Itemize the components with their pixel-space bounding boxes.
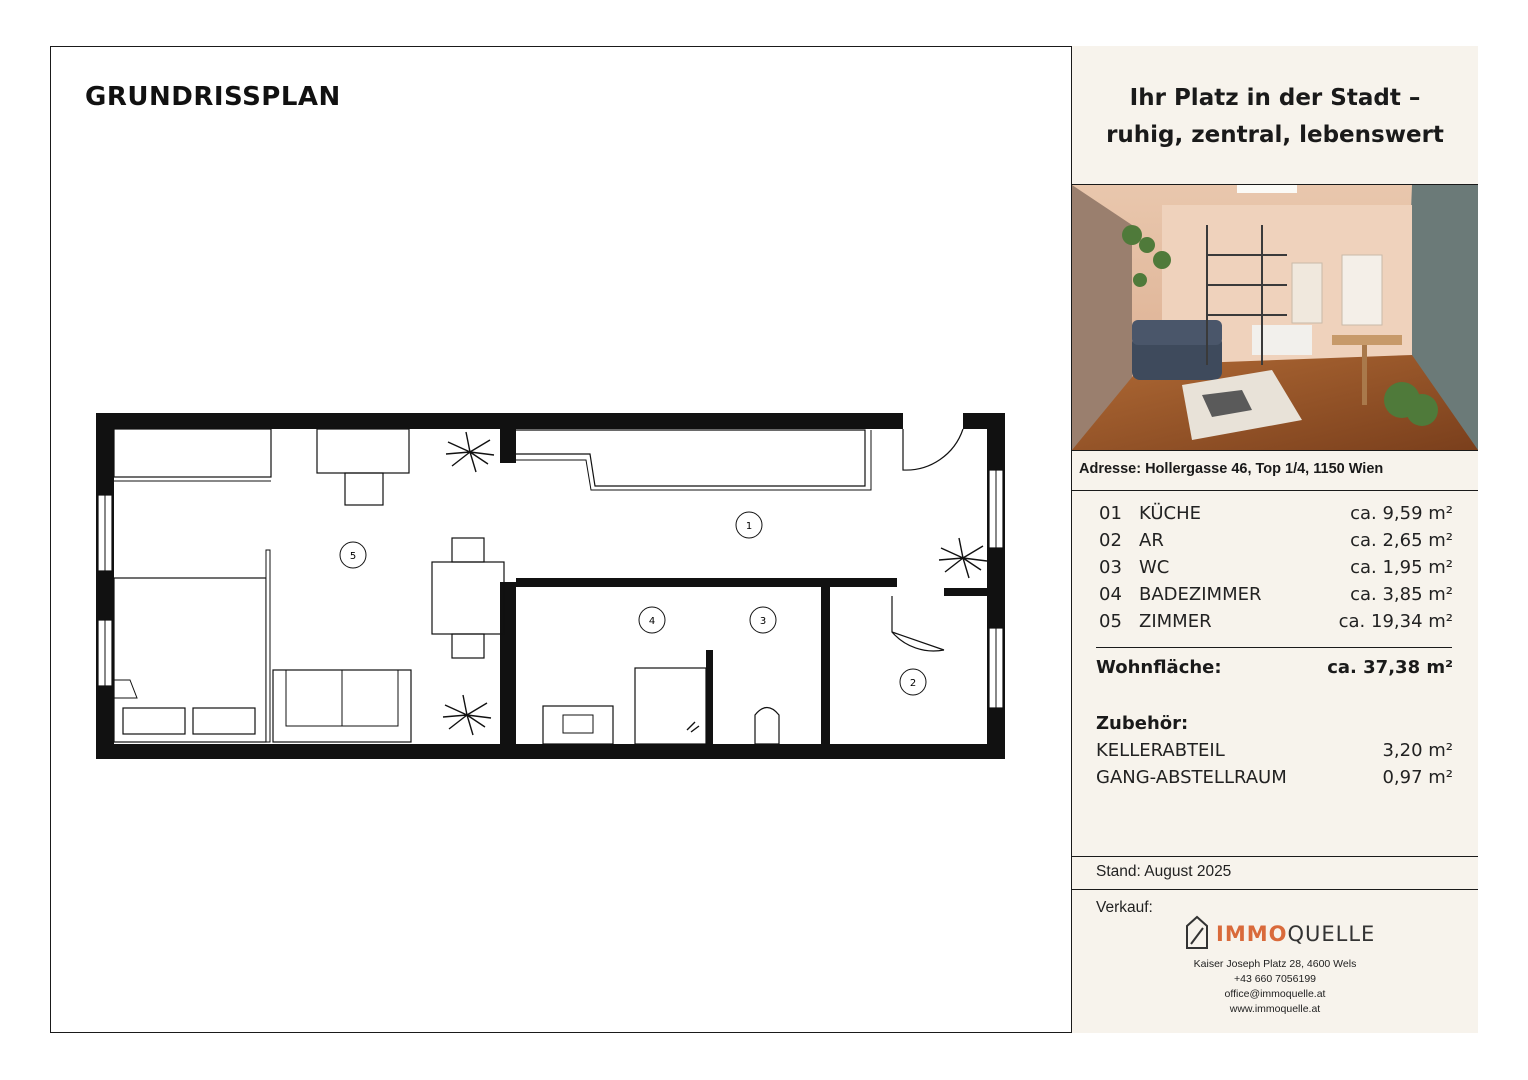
room-marker-5: 5 — [349, 551, 357, 562]
room-marker-3: 3 — [759, 616, 767, 627]
accessory-name: GANG-ABSTELLRAUM — [1096, 767, 1287, 788]
living-area-total — [1096, 657, 1453, 678]
headline-line-1: Ihr Platz in der Stadt – — [1129, 85, 1421, 111]
apartment-photo — [1072, 185, 1478, 450]
plan-title: GRUNDRISSPLAN — [85, 82, 341, 112]
room-number: 04 — [1099, 584, 1122, 605]
floorplan-drawing — [95, 410, 1007, 762]
living-area-label: Wohnfläche: — [1096, 657, 1222, 678]
headline-line-2: ruhig, zentral, lebenswert — [1106, 122, 1444, 148]
room-area: ca. 19,34 m² — [1338, 611, 1453, 632]
divider — [1072, 856, 1478, 857]
room-name: ZIMMER — [1139, 611, 1212, 632]
room-number: 03 — [1099, 557, 1122, 578]
contact-address: Kaiser Joseph Platz 28, 4600 Wels — [1193, 958, 1357, 970]
divider — [1072, 450, 1478, 451]
room-area: ca. 1,95 m² — [1350, 557, 1453, 578]
room-row — [1099, 557, 1453, 583]
room-marker-1: 1 — [745, 521, 753, 532]
date-stand: Stand: August 2025 — [1096, 863, 1232, 880]
room-name: WC — [1139, 557, 1170, 578]
room-row — [1099, 530, 1453, 556]
room-row — [1099, 503, 1453, 529]
sum-divider — [1096, 647, 1452, 648]
room-marker-4: 4 — [648, 616, 656, 627]
room-number: 05 — [1099, 611, 1122, 632]
room-name: AR — [1139, 530, 1164, 551]
headline — [1072, 80, 1478, 154]
divider — [1072, 889, 1478, 890]
accessory-row — [1096, 767, 1453, 788]
room-name: BADEZIMMER — [1139, 584, 1262, 605]
accessory-area: 3,20 m² — [1382, 740, 1453, 761]
contact-website[interactable]: www.immoquelle.at — [1229, 1003, 1321, 1015]
address: Adresse: Hollergasse 46, Top 1/4, 1150 Wien — [1079, 461, 1384, 477]
contact-email[interactable]: office@immoquelle.at — [1224, 988, 1326, 1000]
room-area: ca. 2,65 m² — [1350, 530, 1453, 551]
living-area-value: ca. 37,38 m² — [1327, 657, 1453, 678]
room-row — [1099, 584, 1453, 610]
logo-wordmark — [1216, 922, 1375, 946]
logo-immo: IMMO — [1216, 922, 1288, 946]
sales-label: Verkauf: — [1096, 899, 1153, 916]
logo-quelle: QUELLE — [1287, 922, 1376, 946]
accessory-area: 0,97 m² — [1382, 767, 1453, 788]
accessories-title: Zubehör: — [1096, 713, 1189, 734]
contact-phone: +43 660 7056199 — [1233, 973, 1317, 985]
immoquelle-logo — [1184, 914, 1384, 954]
room-area: ca. 3,85 m² — [1350, 584, 1453, 605]
accessory-name: KELLERABTEIL — [1096, 740, 1225, 761]
room-number: 01 — [1099, 503, 1122, 524]
room-row — [1099, 611, 1453, 637]
divider — [1072, 490, 1478, 491]
room-area: ca. 9,59 m² — [1350, 503, 1453, 524]
accessory-row — [1096, 740, 1453, 761]
room-marker-2: 2 — [909, 678, 917, 689]
house-logo-icon — [1184, 914, 1210, 950]
room-name: KÜCHE — [1139, 503, 1201, 524]
room-markers — [340, 512, 926, 695]
room-number: 02 — [1099, 530, 1122, 551]
